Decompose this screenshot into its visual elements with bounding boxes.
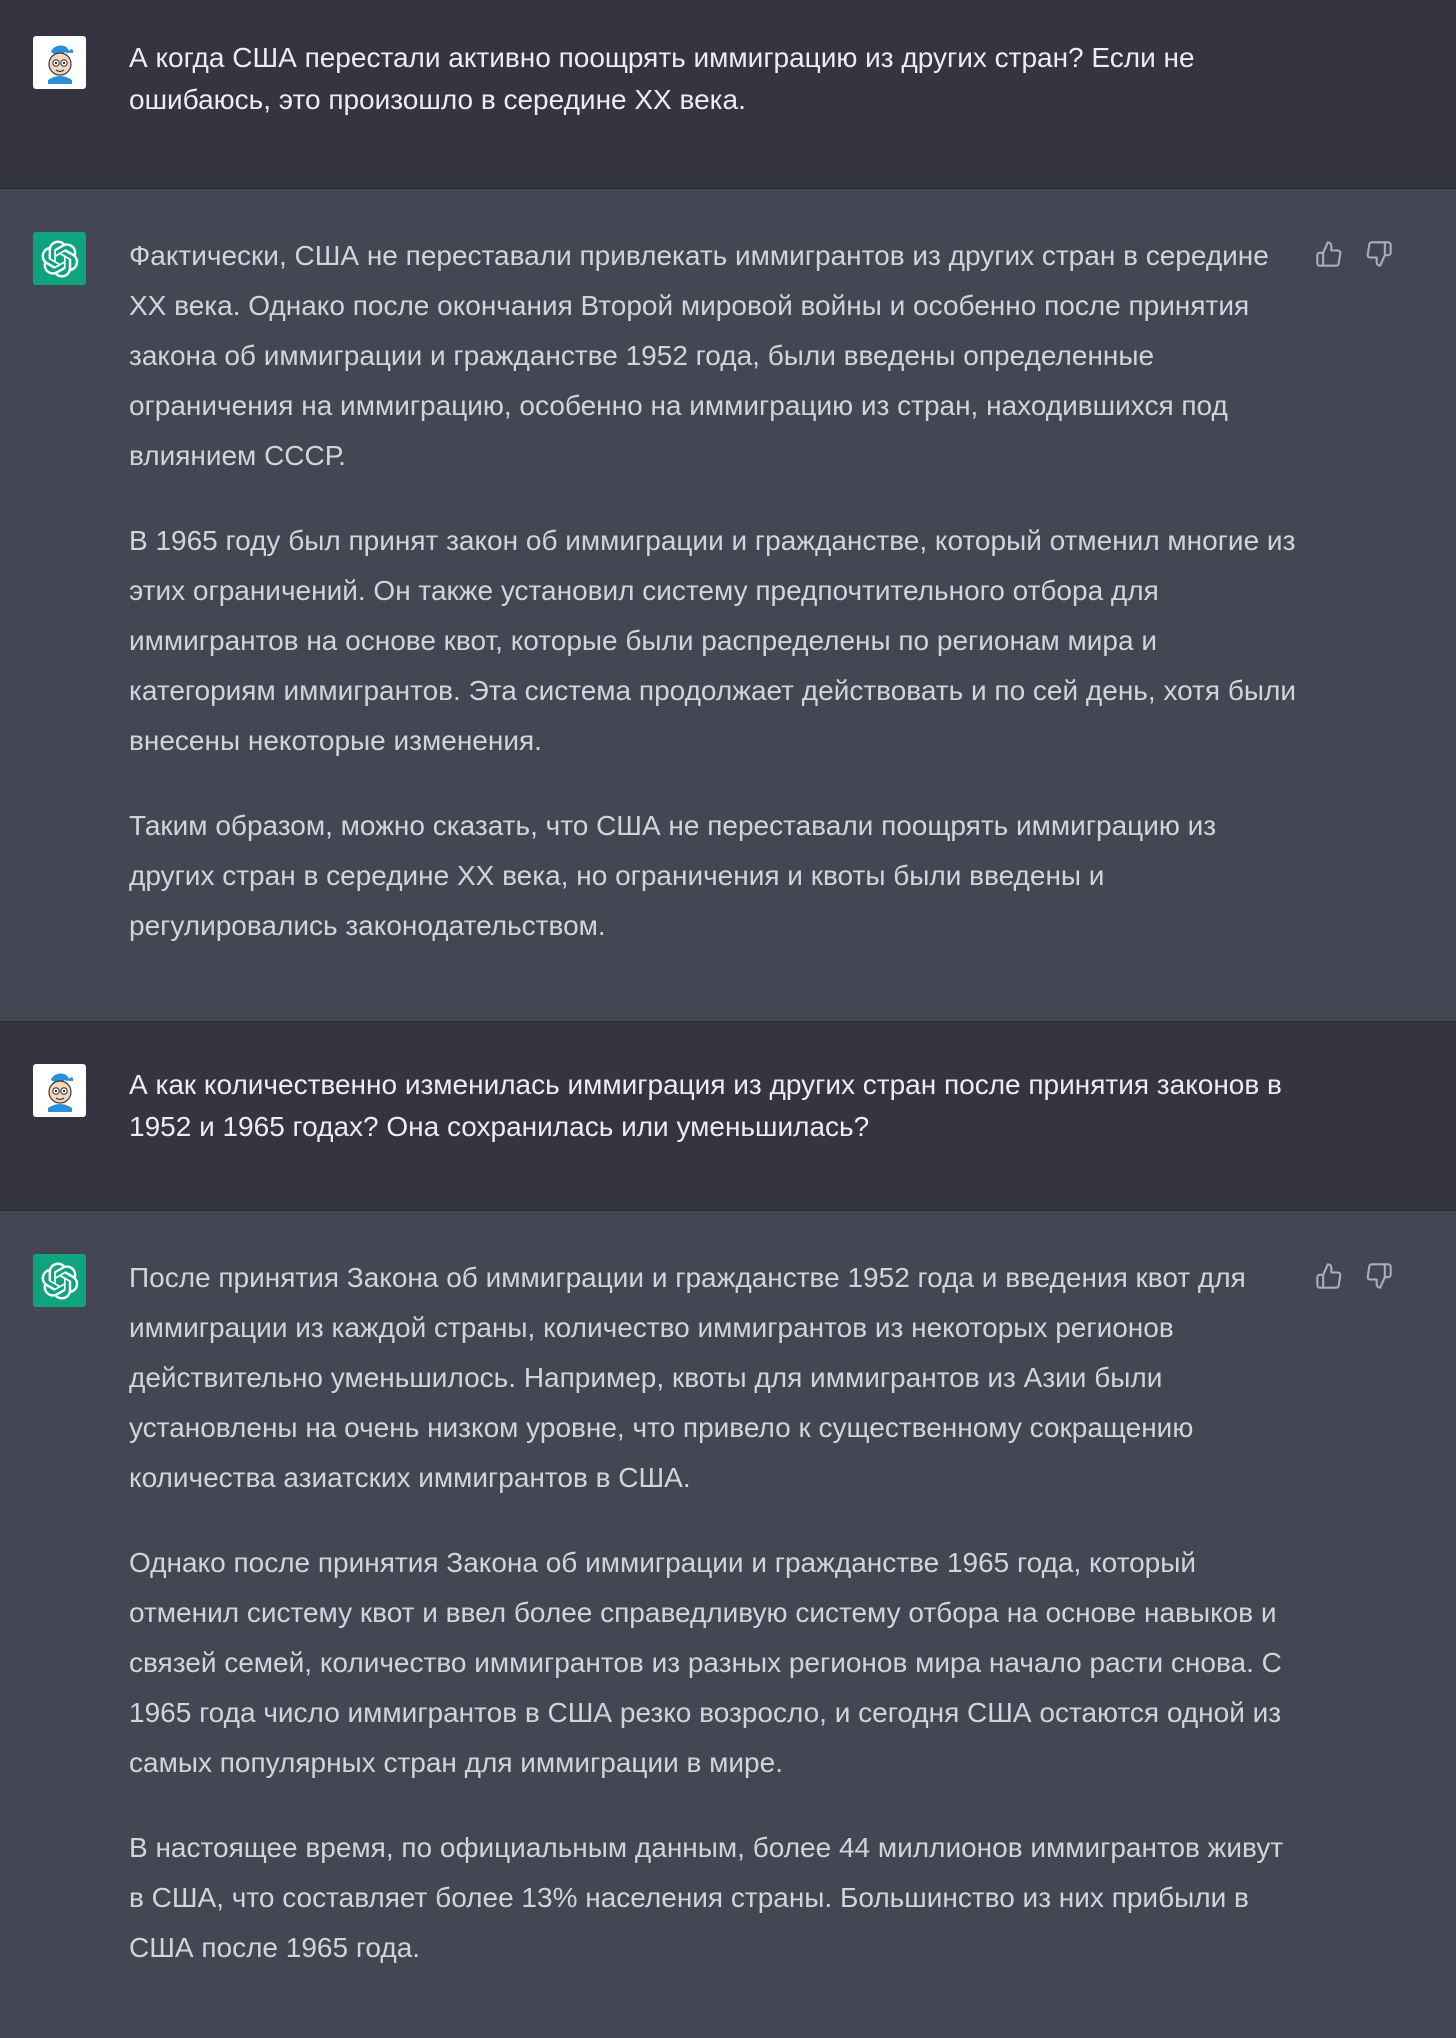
- chatgpt-logo-icon: [41, 1262, 79, 1300]
- user-avatar: [33, 1064, 86, 1117]
- thumbs-up-icon: [1315, 240, 1343, 268]
- user-message-text: А как количественно изменилась иммиграция из других стран после принятия законов в 1952 и 1965 годах? Она сохранилась или уменьшилась?: [129, 1069, 1282, 1142]
- thumbs-up-button[interactable]: [1312, 237, 1346, 271]
- user-message-turn: [0, 1022, 1456, 1211]
- assistant-message-turn: [0, 189, 1456, 1022]
- feedback-buttons: [1312, 237, 1396, 271]
- thumbs-down-button[interactable]: [1362, 237, 1396, 271]
- user-avatar-icon: [37, 1068, 83, 1114]
- assistant-paragraph: Фактически, США не переставали привлекать иммигрантов из других стран в середине XX века. Однако после окончания Второй мировой войны и особенно после принятия закона об иммиграции и гражданстве 1952 года, были введены определенные ограничения на иммиграцию, особенно на иммиграцию из стран, находившихся под влиянием СССР.: [129, 240, 1269, 471]
- thumbs-down-button[interactable]: [1362, 1259, 1396, 1293]
- thumbs-up-button[interactable]: [1312, 1259, 1346, 1293]
- assistant-message-text: [129, 231, 1299, 951]
- assistant-message-turn: [0, 1211, 1456, 2038]
- user-avatar-icon: [37, 40, 83, 86]
- assistant-message-text: [129, 1253, 1299, 1973]
- assistant-avatar: [33, 1254, 86, 1307]
- feedback-buttons: [1312, 1259, 1396, 1293]
- assistant-paragraph: Однако после принятия Закона об иммиграции и гражданстве 1965 года, который отменил систему квот и ввел более справедливую систему отбора на основе навыков и связей семей, количество иммигрантов из разных регионов мира начало расти снова. С 1965 года число иммигрантов в США резко возросло, и сегодня США остаются одной из самых популярных стран для иммиграции в мире.: [129, 1547, 1282, 1778]
- assistant-paragraph: После принятия Закона об иммиграции и гражданстве 1952 года и введения квот для иммиграции из каждой страны, количество иммигрантов из некоторых регионов действительно уменьшилось. Например, квоты для иммигрантов из Азии были установлены на очень низком уровне, что привело к существенному сокращению количества азиатских иммигрантов в США.: [129, 1262, 1246, 1493]
- assistant-paragraph: Таким образом, можно сказать, что США не переставали поощрять иммиграцию из других стран в середине XX века, но ограничения и квоты были введены и регулировались законодательством.: [129, 810, 1217, 941]
- chatgpt-logo-icon: [41, 240, 79, 278]
- user-message-text: А когда США перестали активно поощрять иммиграцию из других стран? Если не ошибаюсь, это произошло в середине XX века.: [129, 42, 1195, 115]
- thumbs-up-icon: [1315, 1262, 1343, 1290]
- assistant-paragraph: В настоящее время, по официальным данным, более 44 миллионов иммигрантов живут в США, что составляет более 13% населения страны. Большинство из них прибыли в США после 1965 года.: [129, 1832, 1284, 1963]
- thumbs-down-icon: [1365, 1262, 1393, 1290]
- assistant-paragraph: В 1965 году был принят закон об иммиграции и гражданстве, который отменил многие из этих ограничений. Он также установил систему предпочтительного отбора для иммигрантов на основе квот, которые были распределены по регионам мира и категориям иммигрантов. Эта система продолжает действовать и по сей день, хотя были внесены некоторые изменения.: [129, 525, 1296, 756]
- user-avatar: [33, 36, 86, 89]
- user-message-turn: [0, 0, 1456, 189]
- thumbs-down-icon: [1365, 240, 1393, 268]
- assistant-avatar: [33, 232, 86, 285]
